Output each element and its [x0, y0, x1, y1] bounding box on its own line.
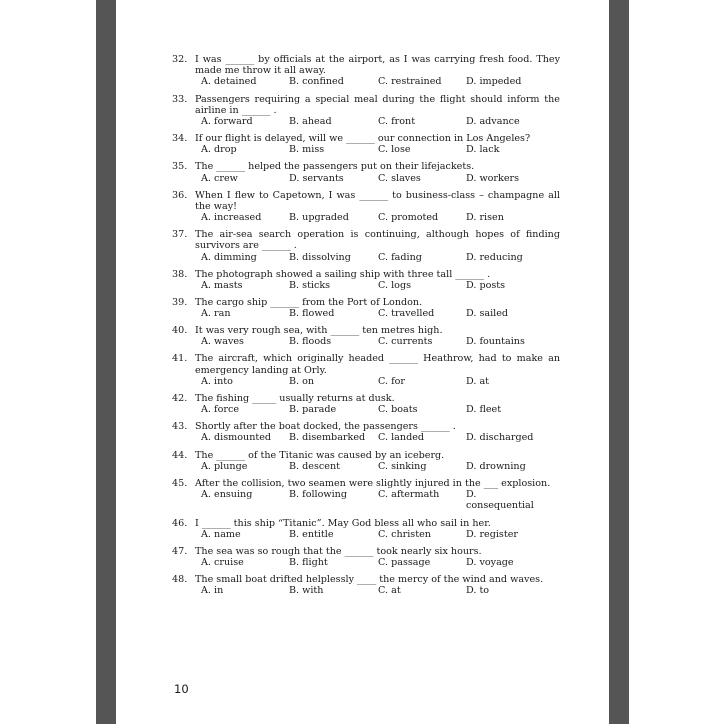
question-text: After the collision, two seamen were slightly injured in the ___ explosion. [195, 477, 551, 489]
answer-option: B. ahead [289, 115, 332, 127]
answer-option: C. travelled [378, 308, 435, 320]
question-text: The air-sea search operation is continuing, although hopes of finding survivors are ______ . [195, 229, 560, 252]
answer-option: B. dissolving [289, 251, 351, 263]
answer-option: C. aftermath [378, 489, 440, 501]
question-item [172, 393, 560, 416]
answer-option: C. landed [378, 432, 425, 444]
answer-options [172, 489, 560, 512]
answer-option: D. fleet [466, 404, 502, 416]
answer-option: D. advance [466, 115, 520, 127]
answer-options [172, 404, 560, 415]
answer-option: D. voyage [466, 557, 514, 569]
question-number: 37. [172, 229, 188, 241]
answer-option: C. front [378, 115, 416, 127]
question-text: The ______ helped the passengers put on their lifejackets. [195, 161, 475, 173]
question-stem [172, 574, 560, 585]
question-text: If our flight is delayed, will we ______ our connection in Los Angeles? [195, 133, 531, 144]
page-number: 10 [174, 682, 189, 696]
question-text: I ______ this ship “Titanic”. May God bless all who sail in her. [195, 517, 491, 529]
answer-options [172, 529, 560, 540]
question-stem [172, 229, 560, 251]
answer-option: A. dismounted [201, 432, 272, 444]
answer-option: D. lack [466, 144, 500, 156]
answer-option: C. logs [378, 279, 412, 291]
question-number: 35. [172, 161, 188, 173]
answer-options [172, 76, 560, 87]
answer-options [172, 144, 560, 155]
question-number: 39. [172, 296, 188, 308]
answer-option: A. ran [201, 308, 231, 320]
question-number: 40. [172, 325, 188, 337]
answer-option: B. confined [289, 76, 344, 88]
answer-option: D. to [466, 585, 490, 597]
question-text: The cargo ship ______ from the Port of London. [195, 296, 423, 308]
answer-option: D. at [466, 375, 490, 387]
answer-option: B. on [289, 375, 315, 387]
answer-option: C. restrained [378, 76, 442, 88]
answer-option: A. drop [201, 144, 237, 156]
question-text: The aircraft, which originally headed ______ Heathrow, had to make an emergency landing at Orly. [195, 353, 560, 376]
question-item [172, 229, 560, 263]
question-stem [172, 325, 560, 336]
question-number: 33. [172, 93, 188, 105]
answer-options [172, 212, 560, 223]
question-item [172, 190, 560, 224]
answer-options [172, 336, 560, 347]
question-stem [172, 190, 560, 212]
question-number: 46. [172, 517, 188, 529]
question-item [172, 325, 560, 348]
question-text: Passengers requiring a special meal during the flight should inform the airline in ______ . [195, 93, 560, 116]
answer-option: D. workers [466, 172, 520, 184]
question-stem [172, 518, 560, 529]
right-binding-edge [609, 0, 629, 724]
answer-options [172, 557, 560, 568]
answer-options [172, 308, 560, 319]
answer-option: A. ensuing [201, 489, 253, 501]
question-text: I was ______ by officials at the airport, as I was carrying fresh food. They made me throw it all away. [195, 54, 560, 77]
question-stem [172, 478, 560, 489]
question-item [172, 269, 560, 292]
question-number: 44. [172, 449, 188, 461]
question-item [172, 133, 560, 156]
question-item [172, 546, 560, 569]
question-number: 48. [172, 574, 188, 586]
answer-option: D. reducing [466, 251, 523, 263]
answer-option: D. fountains [466, 336, 525, 348]
question-item [172, 54, 560, 88]
answer-option: D. register [466, 528, 518, 540]
answer-option: B. following [289, 489, 347, 501]
answer-option: A. into [201, 375, 233, 387]
question-item [172, 297, 560, 320]
answer-options [172, 461, 560, 472]
answer-options [172, 376, 560, 387]
question-number: 36. [172, 189, 188, 201]
answer-option: A. dimming [201, 251, 257, 263]
question-item [172, 450, 560, 473]
answer-option: B. entitle [289, 528, 334, 540]
question-item [172, 518, 560, 541]
answer-option: B. parade [289, 404, 337, 416]
answer-option: A. forward [201, 115, 253, 127]
answer-option: C. at [378, 585, 401, 597]
answer-option: B. disembarked [289, 432, 366, 444]
answer-option: A. detained [201, 76, 257, 88]
answer-option: A. cruise [201, 557, 244, 569]
question-stem [172, 353, 560, 375]
answer-option: D. discharged [466, 432, 534, 444]
answer-option: B. with [289, 585, 324, 597]
answer-option: A. plunge [201, 460, 248, 472]
answer-option: B. sticks [289, 279, 331, 291]
question-item [172, 94, 560, 128]
answer-option: A. masts [201, 279, 243, 291]
question-stem [172, 450, 560, 461]
answer-options [172, 173, 560, 184]
answer-options [172, 116, 560, 127]
answer-option: A. force [201, 404, 239, 416]
answer-options [172, 280, 560, 291]
answer-option: B. upgraded [289, 212, 349, 223]
question-text: The ______ of the Titanic was caused by an iceberg. [195, 449, 445, 461]
question-item [172, 478, 560, 512]
answer-options [172, 432, 560, 443]
answer-option: C. for [378, 375, 406, 387]
question-item [172, 161, 560, 184]
question-stem [172, 546, 560, 557]
answer-option: A. crew [201, 172, 238, 184]
answer-option: C. sinking [378, 460, 427, 472]
answer-option: D. drowning [466, 460, 526, 472]
answer-options [172, 252, 560, 263]
answer-option: C. lose [378, 144, 411, 156]
question-number: 43. [172, 421, 188, 433]
question-item [172, 421, 560, 444]
answer-option: C. promoted [378, 212, 439, 223]
question-number: 32. [172, 54, 188, 65]
answer-option: B. flowed [289, 308, 335, 320]
question-list [172, 54, 560, 602]
question-item [172, 574, 560, 597]
question-stem [172, 297, 560, 308]
question-stem [172, 133, 560, 144]
answer-option: D. sailed [466, 308, 509, 320]
answer-option: C. boats [378, 404, 418, 416]
question-item [172, 353, 560, 387]
answer-option: D. servants [289, 172, 344, 184]
question-text: When I flew to Capetown, I was ______ to business-class – champagne all the way! [195, 189, 560, 212]
question-number: 47. [172, 545, 188, 557]
answer-option: C. slaves [378, 172, 421, 184]
question-number: 41. [172, 353, 188, 365]
answer-option: C. currents [378, 336, 433, 348]
question-text: It was very rough sea, with ______ ten metres high. [195, 325, 443, 337]
answer-option: A. increased [201, 212, 262, 223]
question-number: 42. [172, 392, 188, 404]
question-text: The photograph showed a sailing ship with three tall ______ . [195, 268, 491, 280]
answer-option: A. waves [201, 336, 244, 348]
question-text: The fishing _____ usually returns at dusk. [195, 392, 395, 404]
question-stem [172, 421, 560, 432]
question-stem [172, 269, 560, 280]
answer-option: D. risen [466, 212, 504, 223]
question-number: 45. [172, 477, 188, 489]
answer-option: C. passage [378, 557, 431, 569]
question-stem [172, 54, 560, 76]
answer-option: D. impeded [466, 76, 522, 88]
question-number: 38. [172, 268, 188, 280]
left-binding-edge [96, 0, 116, 724]
question-number: 34. [172, 133, 188, 144]
question-text: The sea was so rough that the ______ took nearly six hours. [195, 545, 482, 557]
answer-option: A. name [201, 528, 241, 540]
question-text: Shortly after the boat docked, the passengers ______ . [195, 421, 456, 433]
answer-option: A. in [201, 585, 224, 597]
answer-option: B. descent [289, 460, 340, 472]
question-text: The small boat drifted helplessly ____ the mercy of the wind and waves. [195, 574, 544, 586]
answer-option: B. flight [289, 557, 328, 569]
answer-option: C. christen [378, 528, 431, 540]
question-stem [172, 393, 560, 404]
answer-option: B. miss [289, 144, 325, 156]
answer-option: B. floods [289, 336, 332, 348]
answer-option: D. posts [466, 279, 506, 291]
answer-option: D. consequential [466, 489, 534, 512]
question-stem [172, 161, 560, 172]
question-stem [172, 94, 560, 116]
answer-options [172, 585, 560, 596]
answer-option: C. fading [378, 251, 422, 263]
